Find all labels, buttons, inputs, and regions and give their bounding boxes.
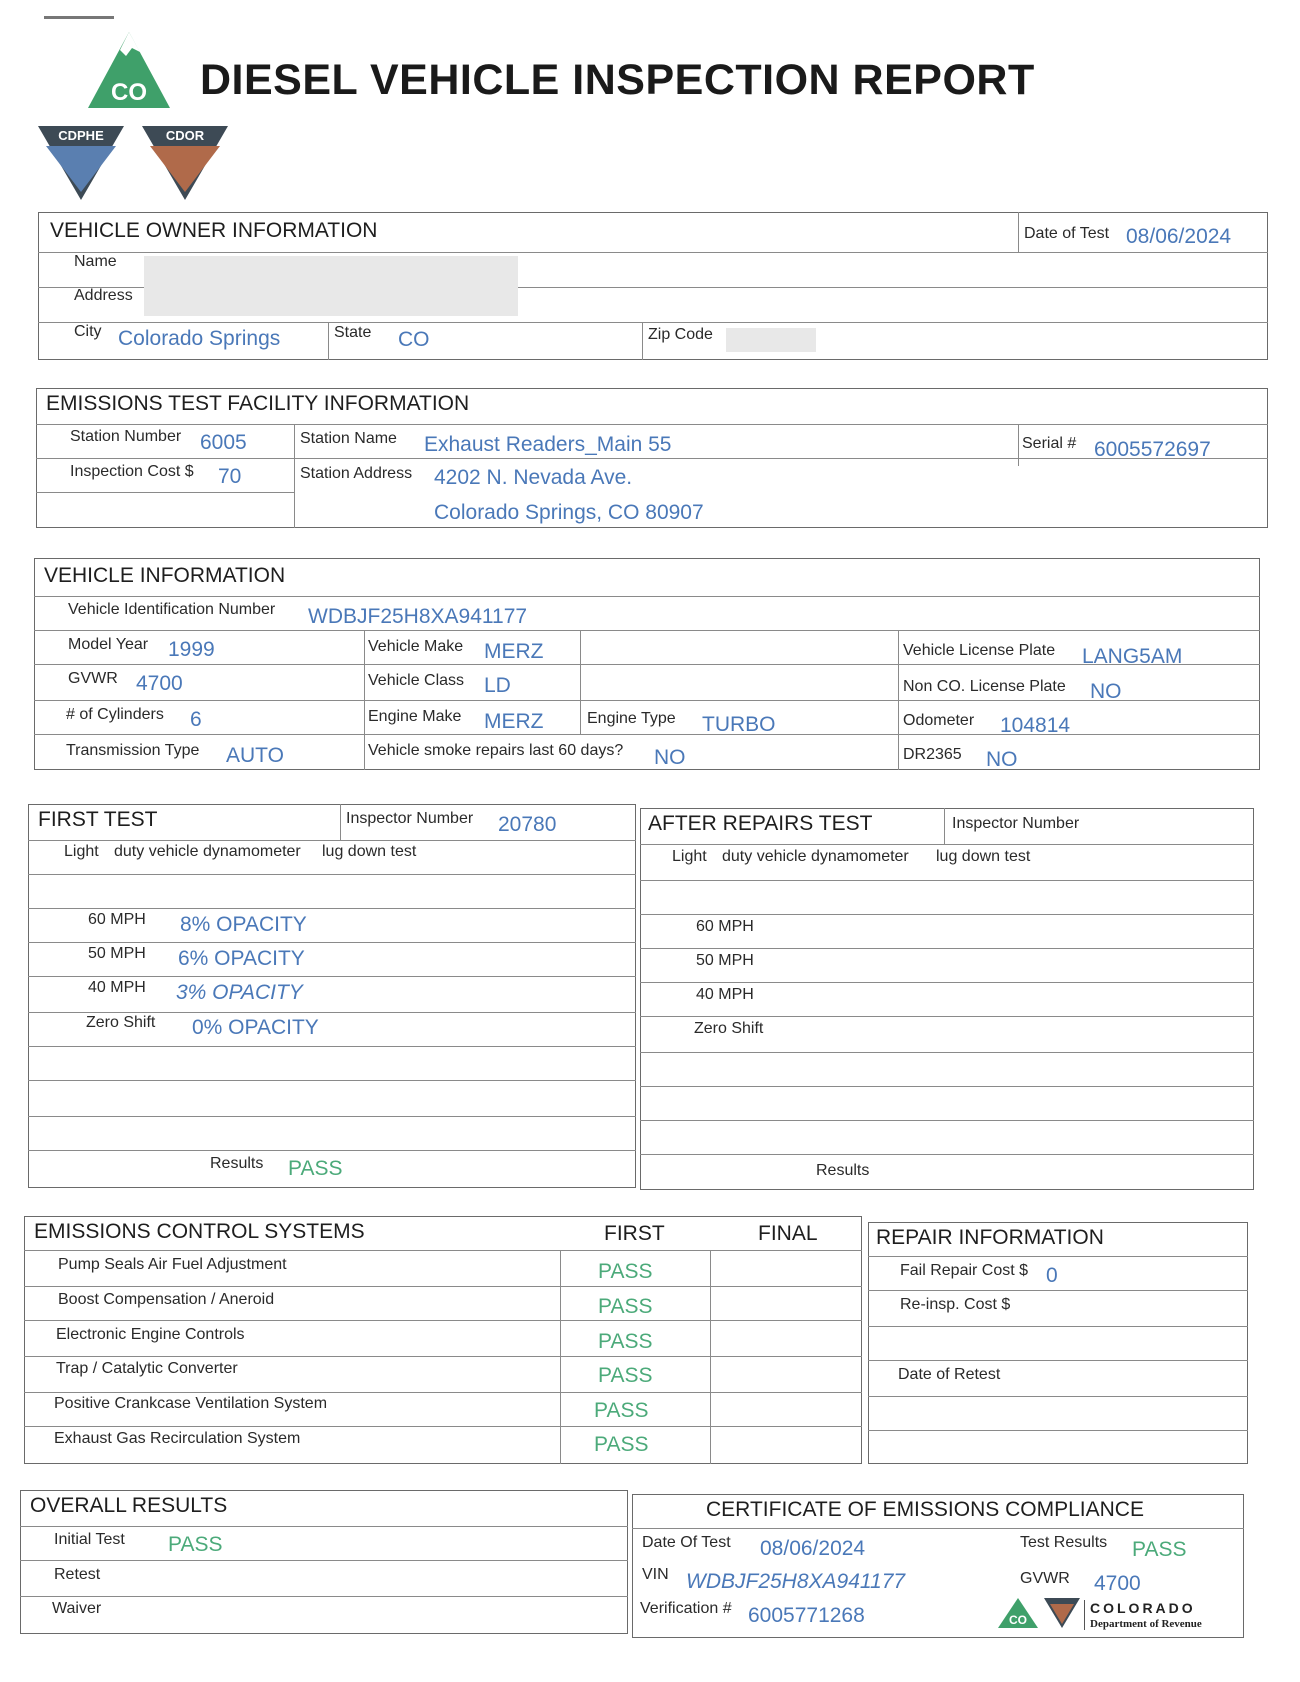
first-method-light: Light — [64, 843, 99, 860]
vin-value: WDBJF25H8XA941177 — [308, 605, 528, 628]
first-row-value: 8% OPACITY — [180, 913, 307, 936]
after-row-label: Zero Shift — [694, 1020, 764, 1037]
vehicle-make-value: MERZ — [484, 640, 544, 663]
cert-vin-value: WDBJF25H8XA941177 — [686, 1570, 906, 1593]
initial-test-label: Initial Test — [54, 1531, 125, 1548]
waiver-label: Waiver — [52, 1600, 102, 1617]
emissions-final-header: FINAL — [758, 1222, 818, 1245]
scan-mark — [44, 16, 114, 19]
first-row-label: 60 MPH — [88, 911, 146, 928]
fail-repair-cost-label: Fail Repair Cost $ — [900, 1262, 1029, 1279]
station-number-label: Station Number — [70, 428, 182, 445]
seal-department-text: Department of Revenue — [1090, 1618, 1202, 1630]
report-title: DIESEL VEHICLE INSPECTION REPORT — [200, 56, 1035, 104]
cdphe-badge — [36, 124, 126, 202]
after-results-label: Results — [816, 1162, 870, 1179]
model-year-value: 1999 — [168, 638, 215, 661]
state-label: State — [334, 324, 372, 341]
license-plate-value: LANG5AM — [1082, 645, 1183, 668]
vehicle-class-value: LD — [484, 674, 511, 697]
vehicle-make-label: Vehicle Make — [368, 638, 464, 655]
zip-label: Zip Code — [648, 326, 713, 343]
cert-gvwr-label: GVWR — [1020, 1570, 1070, 1587]
dr2365-label: DR2365 — [903, 746, 962, 763]
verification-label: Verification # — [640, 1600, 732, 1617]
gvwr-value: 4700 — [136, 672, 183, 695]
smoke-repairs-value: NO — [654, 746, 686, 769]
dr2365-value: NO — [986, 748, 1018, 771]
station-name-label: Station Name — [300, 430, 397, 447]
engine-type-label: Engine Type — [587, 710, 676, 727]
logo-text: CO — [111, 79, 147, 106]
cert-results-value: PASS — [1132, 1538, 1187, 1561]
emissions-row-label: Boost Compensation / Aneroid — [58, 1291, 275, 1308]
after-row-label: 60 MPH — [696, 918, 754, 935]
reinsp-cost-label: Re-insp. Cost $ — [900, 1296, 1011, 1313]
emissions-row-first: PASS — [598, 1295, 653, 1318]
seal-colorado-text: COLORADO — [1090, 1600, 1196, 1616]
cert-vin-label: VIN — [642, 1566, 669, 1583]
date-of-test-label: Date of Test — [1024, 225, 1110, 242]
emissions-row-first: PASS — [598, 1364, 653, 1387]
first-row-value: 0% OPACITY — [192, 1016, 319, 1039]
cdor-label: CDOR — [165, 128, 205, 143]
colorado-logo — [82, 30, 192, 120]
verification-value: 6005771268 — [748, 1604, 865, 1627]
after-method-dyno: duty vehicle dynamometer — [722, 848, 909, 865]
emissions-row-label: Electronic Engine Controls — [56, 1326, 245, 1343]
serial-value: 6005572697 — [1094, 438, 1211, 461]
vehicle-section-title: VEHICLE INFORMATION — [44, 564, 286, 587]
zip-redaction — [726, 328, 816, 352]
transmission-label: Transmission Type — [66, 742, 200, 759]
cylinders-label: # of Cylinders — [66, 706, 164, 723]
emissions-row-label: Positive Crankcase Ventilation System — [54, 1395, 328, 1412]
repair-section-title: REPAIR INFORMATION — [876, 1226, 1104, 1249]
first-results-label: Results — [210, 1155, 264, 1172]
station-name-value: Exhaust Readers_Main 55 — [424, 433, 672, 456]
after-repairs-title: AFTER REPAIRS TEST — [648, 812, 873, 835]
station-number-value: 6005 — [200, 431, 247, 454]
name-label: Name — [74, 253, 117, 270]
cylinders-value: 6 — [190, 708, 202, 731]
emissions-row-label: Exhaust Gas Recirculation System — [54, 1430, 301, 1447]
smoke-repairs-label: Vehicle smoke repairs last 60 days? — [368, 742, 624, 759]
cert-results-label: Test Results — [1020, 1534, 1108, 1551]
first-method-lug: lug down test — [322, 843, 417, 860]
model-year-label: Model Year — [68, 636, 149, 653]
certificate-section-title: CERTIFICATE OF EMISSIONS COMPLIANCE — [706, 1498, 1144, 1521]
after-method-light: Light — [672, 848, 707, 865]
first-row-label: 40 MPH — [88, 979, 146, 996]
city-label: City — [74, 323, 102, 340]
seal-co-text: CO — [1009, 1613, 1027, 1627]
odometer-value: 104814 — [1000, 714, 1071, 737]
cdphe-label: CDPHE — [58, 128, 104, 143]
after-row-label: 40 MPH — [696, 986, 754, 1003]
odometer-label: Odometer — [903, 712, 975, 729]
after-method-lug: lug down test — [936, 848, 1031, 865]
first-row-value: 6% OPACITY — [178, 947, 305, 970]
emissions-row-first: PASS — [598, 1260, 653, 1283]
transmission-value: AUTO — [226, 744, 284, 767]
retest-label: Retest — [54, 1566, 101, 1583]
emissions-first-header: FIRST — [604, 1222, 665, 1245]
address-label: Address — [74, 287, 133, 304]
emissions-row-first: PASS — [594, 1433, 649, 1456]
colorado-seal — [996, 1596, 1096, 1630]
after-row-label: 50 MPH — [696, 952, 754, 969]
emissions-row-label: Trap / Catalytic Converter — [56, 1360, 238, 1377]
inspection-cost-label: Inspection Cost $ — [70, 463, 194, 480]
emissions-row-first: PASS — [594, 1399, 649, 1422]
non-co-plate-value: NO — [1090, 680, 1122, 703]
initial-test-value: PASS — [168, 1533, 223, 1556]
emissions-section-title: EMISSIONS CONTROL SYSTEMS — [34, 1220, 365, 1243]
cert-date-label: Date Of Test — [642, 1534, 731, 1551]
engine-make-label: Engine Make — [368, 708, 462, 725]
first-test-title: FIRST TEST — [38, 808, 158, 831]
engine-type-value: TURBO — [702, 713, 776, 736]
fail-repair-cost-value: 0 — [1046, 1264, 1058, 1287]
first-row-label: 50 MPH — [88, 945, 146, 962]
first-row-label: Zero Shift — [86, 1014, 156, 1031]
cdor-badge — [140, 124, 230, 202]
license-plate-label: Vehicle License Plate — [903, 642, 1056, 659]
station-address-line2: Colorado Springs, CO 80907 — [434, 501, 704, 524]
first-inspector-value: 20780 — [498, 813, 557, 836]
facility-section-title: EMISSIONS TEST FACILITY INFORMATION — [46, 392, 470, 415]
after-inspector-label: Inspector Number — [952, 815, 1080, 832]
retest-date-label: Date of Retest — [898, 1366, 1001, 1383]
station-address-label: Station Address — [300, 465, 413, 482]
cert-gvwr-value: 4700 — [1094, 1572, 1141, 1595]
emissions-row-label: Pump Seals Air Fuel Adjustment — [58, 1256, 287, 1273]
state-value: CO — [398, 328, 430, 351]
gvwr-label: GVWR — [68, 670, 118, 687]
vin-label: Vehicle Identification Number — [68, 601, 276, 618]
emissions-row-first: PASS — [598, 1330, 653, 1353]
engine-make-value: MERZ — [484, 710, 544, 733]
owner-section-title: VEHICLE OWNER INFORMATION — [50, 219, 378, 242]
station-address-line1: 4202 N. Nevada Ave. — [434, 466, 633, 489]
first-inspector-label: Inspector Number — [346, 810, 474, 827]
owner-redaction — [144, 256, 518, 316]
overall-section-title: OVERALL RESULTS — [30, 1494, 228, 1517]
first-results-value: PASS — [288, 1157, 343, 1180]
repair-section — [868, 1222, 1248, 1464]
serial-label: Serial # — [1022, 435, 1077, 452]
seal-divider — [1084, 1600, 1085, 1630]
first-method-dyno: duty vehicle dynamometer — [114, 843, 301, 860]
city-value: Colorado Springs — [118, 327, 281, 350]
cert-date-value: 08/06/2024 — [760, 1537, 866, 1560]
first-row-value: 3% OPACITY — [176, 981, 303, 1004]
non-co-plate-label: Non CO. License Plate — [903, 678, 1066, 695]
date-of-test-value: 08/06/2024 — [1126, 225, 1232, 248]
vehicle-class-label: Vehicle Class — [368, 672, 465, 689]
inspection-cost-value: 70 — [218, 465, 242, 488]
